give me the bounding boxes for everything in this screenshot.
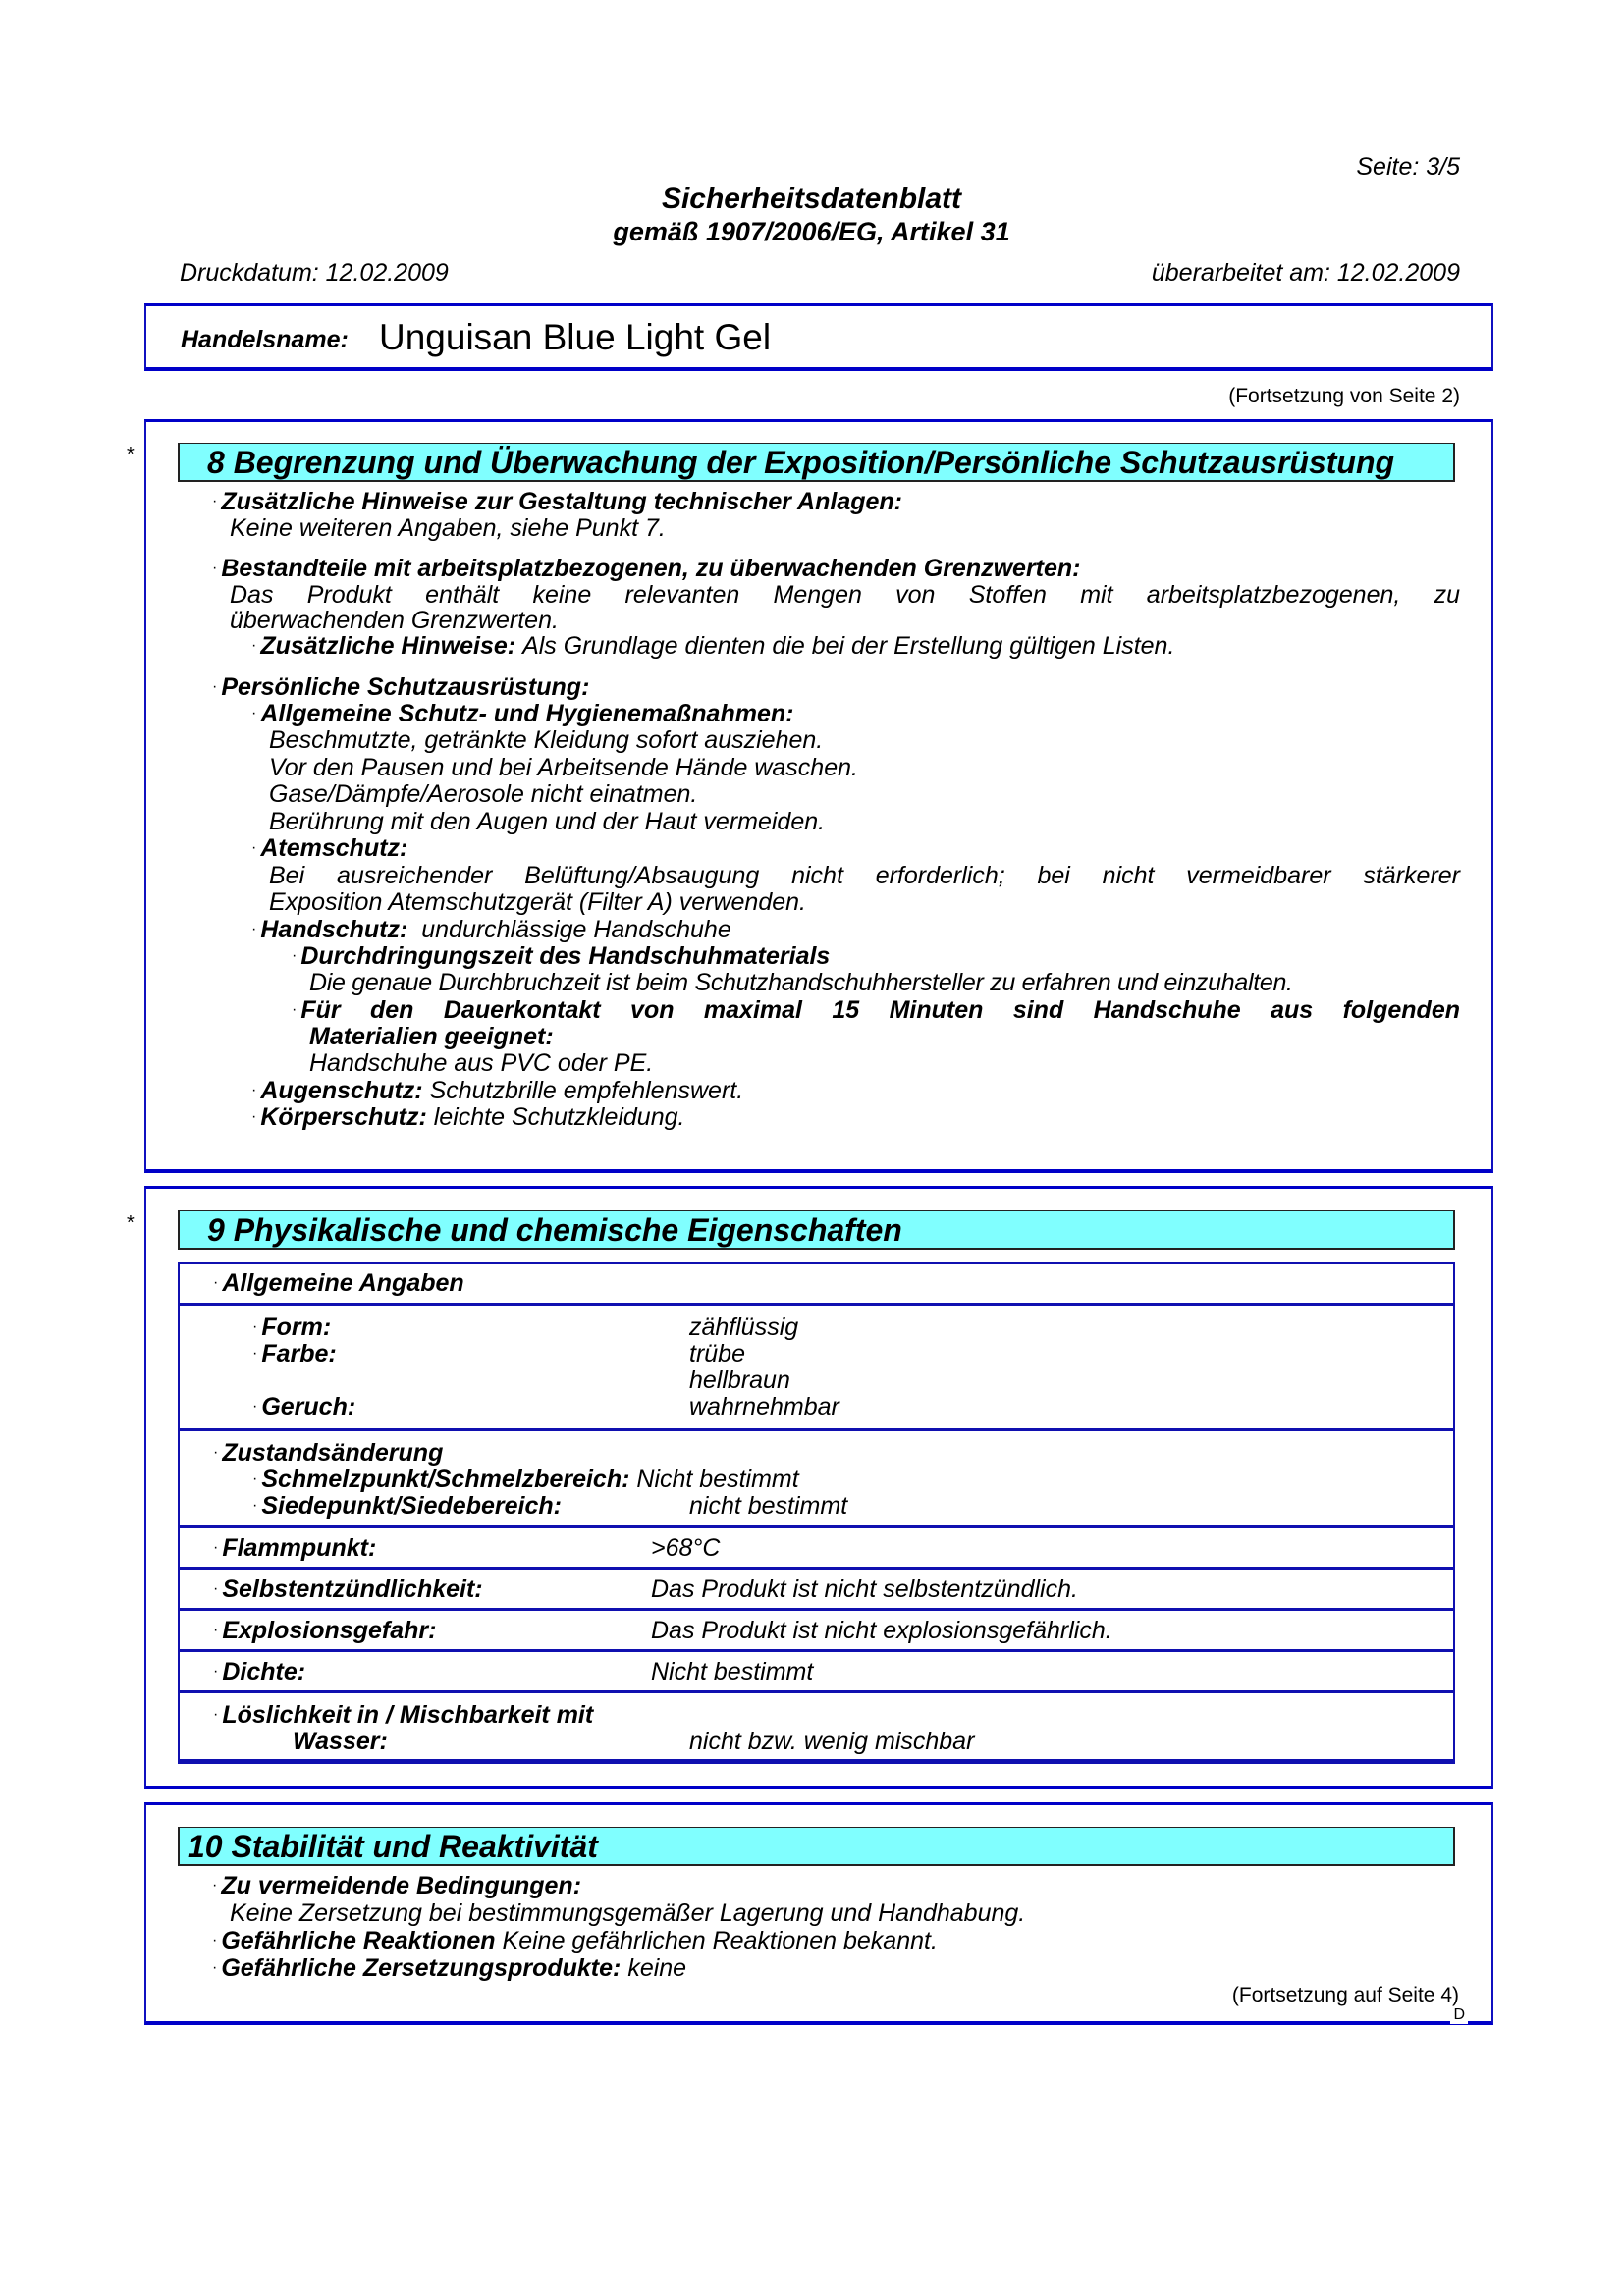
body-line: · Körperschutz: leichte Schutzkleidung. xyxy=(251,1103,685,1131)
table-row: · Flammpunkt: >68°C xyxy=(180,1528,1453,1570)
tradename-box xyxy=(144,303,1493,371)
solubility-label-cont: Wasser: xyxy=(293,1728,388,1755)
decomposition-line: · Gefährliche Zersetzungsprodukte: keine xyxy=(212,1954,687,1982)
footer-mark: D xyxy=(1450,2006,1468,2024)
technical-label: · Zusätzliche Hinweise zur Gestaltung technischer Anlagen: xyxy=(212,488,902,515)
melting-value: Nicht bestimmt xyxy=(636,1466,799,1493)
hygiene-line: Berührung mit den Augen und der Haut vermeiden. xyxy=(269,808,826,835)
color-value: trübe xyxy=(689,1340,745,1367)
penetration-text: Die genaue Durchbruchzeit ist beim Schutzhandschuhhersteller zu erfahren und einzuhalten. xyxy=(309,969,1293,996)
hygiene-line: Vor den Pausen und bei Arbeitsende Hände waschen. xyxy=(269,754,858,781)
odor-label: Geruch: xyxy=(261,1393,356,1420)
form-value: zähflüssig xyxy=(689,1313,799,1341)
technical-text: Keine weiteren Angaben, siehe Punkt 7. xyxy=(230,514,666,542)
state-change-label: Zustandsänderung xyxy=(222,1439,444,1467)
density-label: Dichte: xyxy=(222,1658,306,1685)
solubility-value: nicht bzw. wenig mischbar xyxy=(689,1728,975,1755)
section-10-title: 10 Stabilität und Reaktivität xyxy=(178,1827,1455,1866)
explosion-value: Das Produkt ist nicht explosionsgefährlich. xyxy=(651,1617,1112,1644)
hygiene-line: Gase/Dämpfe/Aerosole nicht einatmen. xyxy=(269,780,698,808)
continuation-from: (Fortsetzung von Seite 2) xyxy=(1228,385,1460,407)
document-subtitle: gemäß 1907/2006/EG, Artikel 31 xyxy=(613,217,1010,246)
melting-label: Schmelzpunkt/Schmelzbereich: xyxy=(261,1466,630,1493)
page-number: Seite: 3/5 xyxy=(1356,153,1460,181)
tradename-label: Handelsname: xyxy=(181,326,349,353)
color-value: hellbraun xyxy=(689,1366,790,1394)
hand-line: · Handschutz: undurchlässige Handschuhe xyxy=(251,916,731,943)
limits-label: · Bestandteile mit arbeitsplatzbezogenen, zu überwachenden Grenzwerten: xyxy=(212,555,1081,582)
form-label: Form: xyxy=(261,1313,332,1341)
section-8-title: 8 Begrenzung und Überwachung der Exposition/Persönliche Schutzausrüstung xyxy=(178,443,1455,482)
table-row: · Dichte: Nicht bestimmt xyxy=(180,1652,1453,1693)
contact-text: Handschuhe aus PVC oder PE. xyxy=(309,1049,654,1077)
tradename-value: Unguisan Blue Light Gel xyxy=(379,317,772,357)
section-10 xyxy=(144,1802,1493,2025)
autoignition-value: Das Produkt ist nicht selbstentzündlich. xyxy=(651,1575,1078,1603)
contact-label-cont: Materialien geeignet: xyxy=(309,1023,554,1050)
boiling-value: nicht bestimmt xyxy=(689,1492,848,1520)
penetration-label: · Durchdringungszeit des Handschuhmaterials xyxy=(292,942,831,970)
section-9-title: 9 Physikalische und chemische Eigenschaften xyxy=(178,1210,1455,1250)
limits-text: Das Produkt enthält keine relevanten Mengen von Stoffen mit arbeitsplatzbezogenen, zu xyxy=(230,581,1460,609)
print-date: Druckdatum: 12.02.2009 xyxy=(180,259,449,287)
table-row: · Form: zähflüssig · Farbe: trübe hellbraun · Geruch: wahrnehmbar xyxy=(180,1306,1453,1431)
hygiene-label: · Allgemeine Schutz- und Hygienemaßnahmen: xyxy=(251,700,794,727)
ppe-label: · Persönliche Schutzausrüstung: xyxy=(212,673,590,701)
change-marker: * xyxy=(127,1212,135,1234)
respiratory-label: · Atemschutz: xyxy=(251,834,408,862)
avoid-text: Keine Zersetzung bei bestimmungsgemäßer Lagerung und Handhabung. xyxy=(230,1899,1026,1927)
reactions-line: · Gefährliche Reaktionen Keine gefährlichen Reaktionen bekannt. xyxy=(212,1927,938,1954)
notes-line: · Zusätzliche Hinweise: Als Grundlage dienten die bei der Erstellung gültigen Listen. xyxy=(251,632,1175,660)
table-row: · Selbstentzündlichkeit: Das Produkt ist nicht selbstentzündlich. xyxy=(180,1570,1453,1611)
hygiene-line: Beschmutzte, getränkte Kleidung sofort ausziehen. xyxy=(269,726,824,754)
table-row: · Zustandsänderung · Schmelzpunkt/Schmelzbereich: Nicht bestimmt · Siedepunkt/Siedebereich: nicht bestimmt xyxy=(180,1431,1453,1528)
respiratory-text: Bei ausreichender Belüftung/Absaugung nicht erforderlich; bei nicht vermeidbarer stärkerer xyxy=(269,862,1460,889)
odor-value: wahrnehmbar xyxy=(689,1393,839,1420)
respiratory-text-cont: Exposition Atemschutzgerät (Filter A) verwenden. xyxy=(269,888,806,916)
autoignition-label: Selbstentzündlichkeit: xyxy=(222,1575,483,1603)
revision-date: überarbeitet am: 12.02.2009 xyxy=(1151,259,1460,287)
document-title: Sicherheitsdatenblatt xyxy=(661,183,962,215)
eye-line: · Augenschutz: Schutzbrille empfehlenswert. xyxy=(251,1077,744,1104)
color-label: Farbe: xyxy=(261,1340,337,1367)
flash-label: Flammpunkt: xyxy=(222,1534,377,1562)
section-9 xyxy=(144,1186,1493,1789)
contact-label: · Für den Dauerkontakt von maximal 15 Minuten sind Handschuhe aus folgenden xyxy=(292,996,1460,1024)
section-8 xyxy=(144,419,1493,1173)
avoid-label: · Zu vermeidende Bedingungen: xyxy=(212,1872,582,1899)
table-row: · Löslichkeit in / Mischbarkeit mit Wasser: nicht bzw. wenig mischbar xyxy=(180,1693,1453,1762)
flash-value: >68°C xyxy=(651,1534,721,1562)
limits-text-cont: überwachenden Grenzwerten. xyxy=(230,607,559,634)
general-label: Allgemeine Angaben xyxy=(222,1269,464,1297)
table-row: · Allgemeine Angaben xyxy=(180,1264,1453,1306)
change-marker: * xyxy=(127,444,135,465)
density-value: Nicht bestimmt xyxy=(651,1658,814,1685)
boiling-label: Siedepunkt/Siedebereich: xyxy=(261,1492,562,1520)
properties-table xyxy=(178,1262,1455,1764)
continuation-to: (Fortsetzung auf Seite 4) xyxy=(1231,1984,1459,2006)
explosion-label: Explosionsgefahr: xyxy=(222,1617,437,1644)
solubility-label: Löslichkeit in / Mischbarkeit mit xyxy=(222,1701,594,1729)
table-row: · Explosionsgefahr: Das Produkt ist nicht explosionsgefährlich. xyxy=(180,1611,1453,1652)
